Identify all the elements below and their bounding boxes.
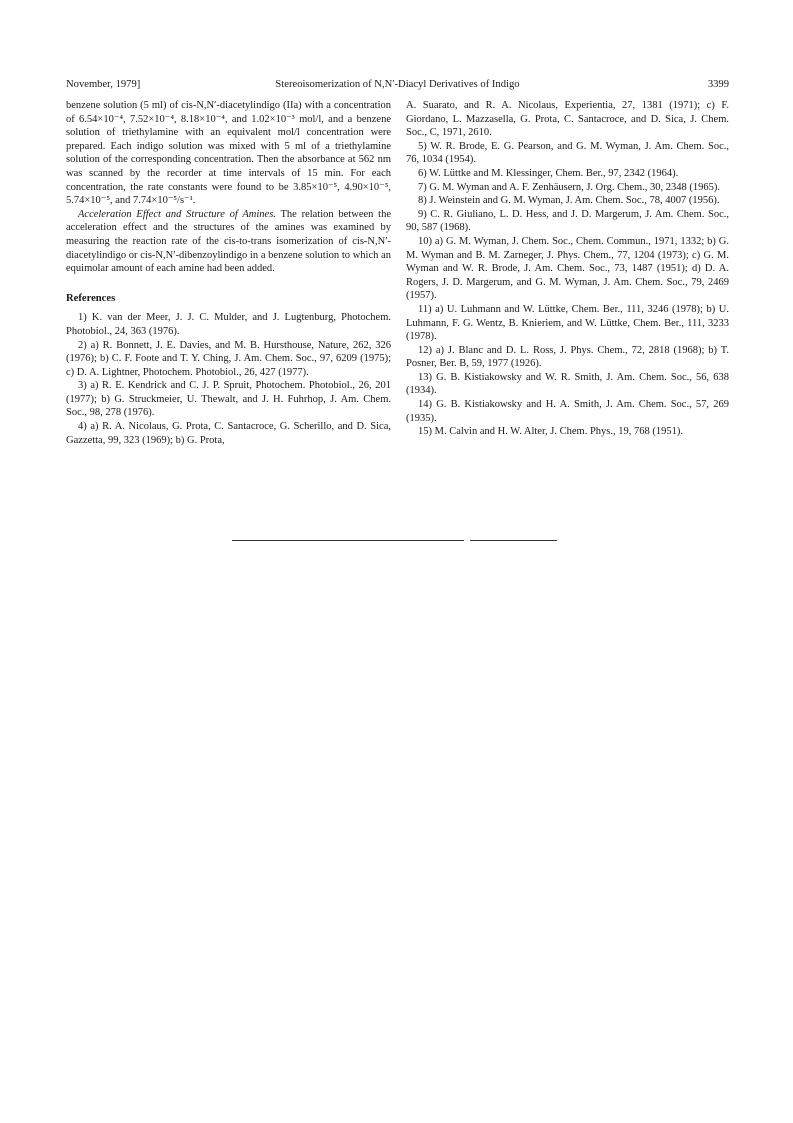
reference-item: 7) G. M. Wyman and A. F. Zenhäusern, J. Org. Chem., 30, 2348 (1965). <box>418 181 721 193</box>
acceleration-heading: Acceleration Effect and Structure of Amines. <box>78 208 276 220</box>
reference-item: 2) a) R. Bonnett, J. E. Davies, and M. B. Hursthouse, Nature, 262, 326 (1976); b) C. F. Foote and T. Y. Ching, J. Am. Chem. Soc., 97, 6209 (1975); c) D. A. Lightner, Photochem. Photobiol., 26, 427 (1977). <box>66 339 391 378</box>
body-paragraph: benzene solution (5 ml) of cis-N,N′-diacetylindigo (IIa) with a concentration of 6.54×10⁻⁴, 7.52×10⁻⁴, 8.18×10⁻⁴, and 1.02×10⁻³ mol/l, and a benzene solution of triethylamine with an equivalent mol/l concentration were prepared. Each indigo solution was mixed with 5 ml of a triethylamine solution of the corresponding concentration. Then the absorbance at 562 nm was scanned by the recorder at time intervals of 15 min. For each concentration, the rate constants were found to be 3.85×10⁻⁵, 4.90×10⁻⁵, 5.74×10⁻⁵, and 7.74×10⁻⁵/s⁻¹. <box>66 100 391 207</box>
left-column <box>66 99 391 447</box>
page-header <box>66 78 729 92</box>
header-title: Stereoisomerization of N,N′-Diacyl Derivatives of Indigo <box>275 79 520 90</box>
reference-item: 15) M. Calvin and H. W. Alter, J. Chem. Phys., 19, 768 (1951). <box>418 426 683 438</box>
reference-item: 8) J. Weinstein and G. M. Wyman, J. Am. Chem. Soc., 78, 4007 (1956). <box>418 195 720 207</box>
reference-item: 5) W. R. Brode, E. G. Pearson, and G. M. Wyman, J. Am. Chem. Soc., 76, 1034 (1954). <box>406 140 729 166</box>
header-date: November, 1979] <box>66 79 141 90</box>
reference-item: 4) a) R. A. Nicolaus, G. Prota, C. Santacroce, G. Scherillo, and D. Sica, Gazzetta, 99, 323 (1969); b) G. Prota, <box>66 421 391 446</box>
reference-item: 11) a) U. Luhmann and W. Lüttke, Chem. Ber., 111, 3246 (1978); b) U. Luhmann, F. G. Wentz, B. Knieriem, and W. Lüttke, Chem. Ber., 111, 3233 (1978). <box>406 303 729 343</box>
reference-continuation: A. Suarato, and R. A. Nicolaus, Experientia, 27, 1381 (1971); c) F. Giordano, L. Mazzasella, G. Prota, C. Santacroce, and D. Sica, J. Chem. Soc., C, 1971, 2610. <box>406 100 729 139</box>
reference-item: 10) a) G. M. Wyman, J. Chem. Soc., Chem. Commun., 1971, 1332; b) G. M. Wyman and B. M. Zarneger, J. Phys. Chem., 77, 1204 (1973); c) G. M. Wyman and W. R. Brode, J. Am. Chem. Soc., 73, 1487 (1951); d) D. A. Rogers, J. D. Margerum, and G. M. Wyman, J. Am. Chem. Soc., 79, 2469 (1957). <box>406 235 729 302</box>
reference-item: 3) a) R. E. Kendrick and C. J. P. Spruit, Photochem. Photobiol., 26, 201 (1977); b) G. Struckmeier, U. Thewalt, and J. H. Fuhrhop, J. Am. Chem. Soc., 98, 278 (1976). <box>66 380 391 419</box>
references-heading: References <box>66 292 116 304</box>
reference-item: 9) C. R. Giuliano, L. D. Hess, and J. D. Margerum, J. Am. Chem. Soc., 90, 587 (1968). <box>406 208 729 234</box>
reference-item: 1) K. van der Meer, J. J. C. Mulder, and J. Lugtenburg, Photochem. Photobiol., 24, 363 (1976). <box>66 312 391 337</box>
reference-item: 13) G. B. Kistiakowsky and W. R. Smith, J. Am. Chem. Soc., 56, 638 (1934). <box>406 371 729 397</box>
reference-item: 6) W. Lüttke and M. Klessinger, Chem. Ber., 97, 2342 (1964). <box>418 167 679 179</box>
acceleration-text: The relation between the acceleration effect and the structures of the amines was examined by measuring the reaction rate of the cis-to-trans isomerization of cis-N,N′-diacetylindigo or cis-N,N′-dibenzoylindigo in a benzene solution to which an equimolar amount of each amine had been added. <box>66 208 391 275</box>
reference-item: 12) a) J. Blanc and D. L. Ross, J. Phys. Chem., 72, 2818 (1968); b) T. Posner, Ber. B, 59, 1977 (1926). <box>406 344 729 370</box>
right-column <box>406 99 729 439</box>
end-rule <box>232 540 464 541</box>
page-number: 3399 <box>707 79 729 90</box>
acceleration-paragraph <box>66 208 391 276</box>
reference-item: 14) G. B. Kistiakowsky and H. A. Smith, J. Am. Chem. Soc., 57, 269 (1935). <box>406 399 729 424</box>
end-rule-short <box>470 540 557 541</box>
